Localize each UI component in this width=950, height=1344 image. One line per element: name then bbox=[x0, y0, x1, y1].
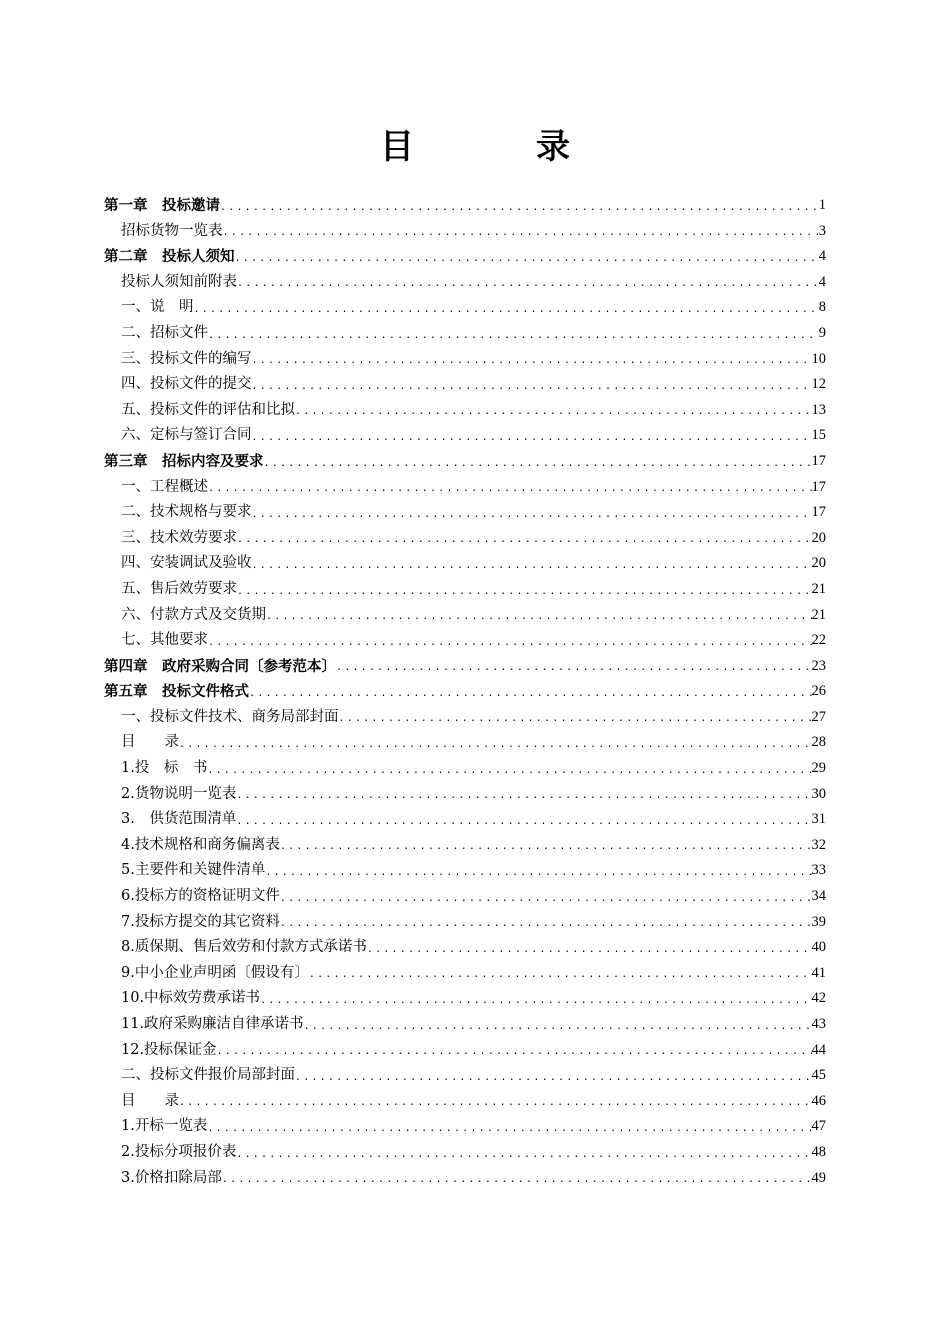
toc-entry-label: 第三章 招标内容及要求 bbox=[104, 452, 264, 470]
toc-page-number: 39 bbox=[811, 913, 826, 930]
toc-entry-label: 第四章 政府采购合同〔参考范本〕 bbox=[104, 657, 336, 675]
toc-dot-leader bbox=[207, 760, 811, 782]
toc-entry-label: 7.投标方提交的其它资料 bbox=[121, 913, 280, 930]
toc-page-number: 34 bbox=[811, 888, 826, 905]
toc-section-entry[interactable] bbox=[104, 910, 826, 936]
toc-page-number: 43 bbox=[811, 1016, 826, 1032]
toc-entry-label: 第五章 投标文件格式 bbox=[104, 683, 249, 701]
toc-section-entry[interactable] bbox=[104, 398, 826, 424]
toc-section-entry[interactable] bbox=[104, 500, 826, 526]
toc-section-entry[interactable] bbox=[104, 705, 826, 731]
toc-chapter-entry[interactable] bbox=[104, 193, 826, 219]
toc-section-entry[interactable] bbox=[104, 526, 826, 552]
toc-entry-label: 一、说 明 bbox=[121, 299, 194, 316]
toc-entry-label: 二、招标文件 bbox=[121, 324, 208, 341]
toc-page-number: 17 bbox=[811, 452, 826, 469]
toc-entry-label: 投标人须知前附表 bbox=[121, 273, 237, 290]
toc-entry-label: 6.投标方的资格证明文件 bbox=[121, 888, 280, 905]
toc-entry-label: 9.中小企业声明函〔假设有〕 bbox=[121, 964, 309, 981]
toc-section-entry[interactable] bbox=[104, 219, 826, 245]
toc-page-number: 22 bbox=[811, 632, 826, 649]
toc-dot-leader bbox=[280, 913, 812, 935]
toc-section-entry[interactable] bbox=[104, 884, 826, 910]
toc-section-entry[interactable] bbox=[104, 756, 826, 782]
toc-section-entry[interactable] bbox=[104, 730, 826, 756]
toc-dot-leader bbox=[235, 248, 819, 270]
toc-section-entry[interactable] bbox=[104, 807, 826, 833]
toc-page-number: 12 bbox=[811, 376, 826, 393]
toc-page-number: 4 bbox=[818, 273, 826, 290]
toc-section-entry[interactable] bbox=[104, 347, 826, 373]
toc-entry-label: 3. 供货范围清单 bbox=[121, 811, 237, 828]
toc-dot-leader bbox=[266, 606, 812, 628]
toc-dot-leader bbox=[252, 504, 812, 526]
toc-section-entry[interactable] bbox=[104, 628, 826, 654]
toc-page-number: 27 bbox=[811, 708, 826, 725]
toc-entry-label: 四、投标文件的提交 bbox=[121, 376, 252, 393]
toc-chapter-entry[interactable] bbox=[104, 654, 826, 680]
toc-page-number: 40 bbox=[811, 939, 826, 956]
toc-page-number: 33 bbox=[811, 862, 826, 879]
toc-entry-label: 4.技术规格和商务偏离表 bbox=[121, 836, 280, 853]
toc-page-number: 26 bbox=[811, 683, 826, 700]
toc-page-number: 20 bbox=[811, 555, 826, 572]
toc-page-number: 17 bbox=[811, 504, 826, 521]
toc-section-entry[interactable] bbox=[104, 858, 826, 884]
toc-section-entry[interactable] bbox=[104, 423, 826, 449]
toc-page-number: 41 bbox=[811, 964, 826, 981]
toc-dot-leader bbox=[252, 427, 812, 449]
toc-entry-label: 10.中标效劳费承诺书 bbox=[121, 990, 261, 1007]
toc-dot-leader bbox=[249, 683, 812, 705]
toc-section-entry[interactable] bbox=[104, 833, 826, 859]
toc-entry-label: 一、工程概述 bbox=[121, 478, 208, 495]
toc-section-entry[interactable] bbox=[104, 1089, 826, 1115]
toc-entry-label: 12.投标保证金 bbox=[121, 1041, 217, 1058]
toc-dot-leader bbox=[280, 836, 812, 858]
toc-page-number: 9 bbox=[818, 324, 826, 341]
toc-entry-label: 二、技术规格与要求 bbox=[121, 504, 252, 521]
toc-page-number: 49 bbox=[811, 1169, 826, 1186]
toc-section-entry[interactable] bbox=[104, 1114, 826, 1140]
toc-page-number: 15 bbox=[811, 427, 826, 444]
toc-dot-leader bbox=[367, 939, 812, 961]
toc-page-number: 10 bbox=[811, 350, 826, 367]
toc-entry-label: 五、投标文件的评估和比拟 bbox=[121, 401, 295, 418]
toc-dot-leader bbox=[237, 581, 812, 603]
toc-dot-leader bbox=[252, 350, 812, 372]
toc-dot-leader bbox=[252, 376, 812, 398]
toc-chapter-entry[interactable] bbox=[104, 449, 826, 475]
toc-section-entry[interactable] bbox=[104, 782, 826, 808]
toc-dot-leader bbox=[222, 1169, 812, 1191]
toc-dot-leader bbox=[304, 1016, 812, 1038]
table-of-contents bbox=[104, 193, 826, 1191]
toc-entry-label: 5.主要件和关键件清单 bbox=[121, 862, 266, 879]
toc-page-number: 28 bbox=[811, 734, 826, 751]
toc-section-entry[interactable] bbox=[104, 577, 826, 603]
page-title: 目 录 bbox=[380, 127, 614, 167]
toc-page-number: 32 bbox=[811, 836, 826, 853]
toc-dot-leader bbox=[336, 657, 812, 679]
toc-page-number: 8 bbox=[818, 299, 826, 316]
toc-entry-label: 招标货物一览表 bbox=[121, 222, 223, 239]
toc-dot-leader bbox=[339, 708, 812, 730]
toc-dot-leader bbox=[309, 964, 812, 986]
toc-chapter-entry[interactable] bbox=[104, 244, 826, 270]
toc-page-number: 48 bbox=[811, 1143, 826, 1160]
toc-page-number: 30 bbox=[811, 785, 826, 802]
toc-section-entry[interactable] bbox=[104, 475, 826, 501]
toc-entry-label: 七、其他要求 bbox=[121, 632, 208, 649]
toc-dot-leader bbox=[295, 1067, 812, 1089]
toc-page-number: 45 bbox=[811, 1067, 826, 1084]
toc-section-entry[interactable] bbox=[104, 1038, 826, 1064]
toc-entry-label: 1.投 标 书 bbox=[121, 760, 208, 777]
toc-section-entry[interactable] bbox=[104, 961, 826, 987]
toc-dot-leader bbox=[194, 299, 819, 321]
toc-dot-leader bbox=[237, 273, 818, 295]
toc-dot-leader bbox=[220, 197, 818, 219]
toc-page-number: 42 bbox=[811, 990, 826, 1007]
toc-dot-leader bbox=[237, 529, 812, 551]
toc-page-number: 46 bbox=[811, 1092, 826, 1109]
toc-entry-label: 二、投标文件报价局部封面 bbox=[121, 1067, 295, 1084]
toc-dot-leader bbox=[236, 1144, 811, 1166]
toc-section-entry[interactable] bbox=[104, 372, 826, 398]
toc-dot-leader bbox=[207, 1118, 811, 1140]
toc-section-entry[interactable] bbox=[104, 270, 826, 296]
toc-page-number: 29 bbox=[811, 760, 826, 777]
toc-entry-label: 一、投标文件技术、商务局部封面 bbox=[121, 708, 339, 725]
toc-page-number: 17 bbox=[811, 478, 826, 495]
toc-page-number: 47 bbox=[811, 1118, 826, 1135]
toc-section-entry[interactable] bbox=[104, 295, 826, 321]
toc-dot-leader bbox=[260, 990, 811, 1012]
toc-dot-leader bbox=[295, 401, 812, 423]
toc-entry-label: 六、定标与签订合同 bbox=[121, 427, 252, 444]
toc-page-number: 1 bbox=[818, 197, 826, 213]
toc-entry-label: 三、投标文件的编写 bbox=[121, 350, 252, 367]
toc-entry-label: 2.投标分项报价表 bbox=[121, 1143, 237, 1160]
toc-section-entry[interactable] bbox=[104, 1140, 826, 1166]
toc-entry-label: 六、付款方式及交货期 bbox=[121, 606, 266, 623]
toc-dot-leader bbox=[236, 785, 811, 807]
toc-entry-label: 第一章 投标邀请 bbox=[104, 197, 220, 214]
toc-dot-leader bbox=[208, 632, 812, 654]
toc-dot-leader bbox=[179, 1092, 812, 1114]
toc-section-entry[interactable] bbox=[104, 1166, 826, 1192]
toc-entry-label: 四、安装调试及验收 bbox=[121, 555, 252, 572]
toc-section-entry[interactable] bbox=[104, 321, 826, 347]
toc-chapter-entry[interactable] bbox=[104, 679, 826, 705]
toc-dot-leader bbox=[179, 734, 812, 756]
toc-dot-leader bbox=[223, 222, 819, 244]
toc-dot-leader bbox=[208, 478, 812, 500]
toc-entry-label: 第二章 投标人须知 bbox=[104, 248, 235, 266]
toc-page-number: 20 bbox=[811, 529, 826, 546]
toc-dot-leader bbox=[252, 555, 812, 577]
toc-entry-label: 目 录 bbox=[121, 734, 179, 751]
toc-section-entry[interactable] bbox=[104, 935, 826, 961]
toc-entry-label: 1.开标一览表 bbox=[121, 1118, 208, 1135]
toc-page-number: 3 bbox=[818, 222, 826, 239]
toc-entry-label: 目 录 bbox=[121, 1092, 179, 1109]
toc-dot-leader bbox=[208, 325, 818, 347]
toc-dot-leader bbox=[280, 888, 812, 910]
toc-section-entry[interactable] bbox=[104, 603, 826, 629]
toc-entry-label: 2.货物说明一览表 bbox=[121, 785, 237, 802]
toc-page-number: 44 bbox=[811, 1041, 826, 1058]
toc-entry-label: 8.质保期、售后效劳和付款方式承诺书 bbox=[121, 939, 367, 956]
toc-page-number: 23 bbox=[811, 657, 826, 674]
toc-entry-label: 3.价格扣除局部 bbox=[121, 1169, 222, 1186]
toc-section-entry[interactable] bbox=[104, 551, 826, 577]
toc-section-entry[interactable] bbox=[104, 1063, 826, 1089]
toc-entry-label: 三、技术效劳要求 bbox=[121, 529, 237, 546]
toc-entry-label: 11.政府采购廉洁自律承诺书 bbox=[121, 1016, 304, 1032]
toc-page-number: 13 bbox=[811, 401, 826, 418]
toc-page-number: 31 bbox=[811, 811, 826, 828]
toc-page-number: 21 bbox=[811, 580, 826, 597]
toc-dot-leader bbox=[265, 862, 811, 884]
toc-page-number: 4 bbox=[818, 248, 826, 265]
toc-dot-leader bbox=[264, 453, 812, 475]
toc-page-number: 21 bbox=[811, 606, 826, 623]
toc-dot-leader bbox=[236, 811, 811, 833]
toc-entry-label: 五、售后效劳要求 bbox=[121, 580, 237, 597]
toc-section-entry[interactable] bbox=[104, 986, 826, 1012]
toc-dot-leader bbox=[217, 1041, 812, 1063]
toc-section-entry[interactable] bbox=[104, 1012, 826, 1038]
